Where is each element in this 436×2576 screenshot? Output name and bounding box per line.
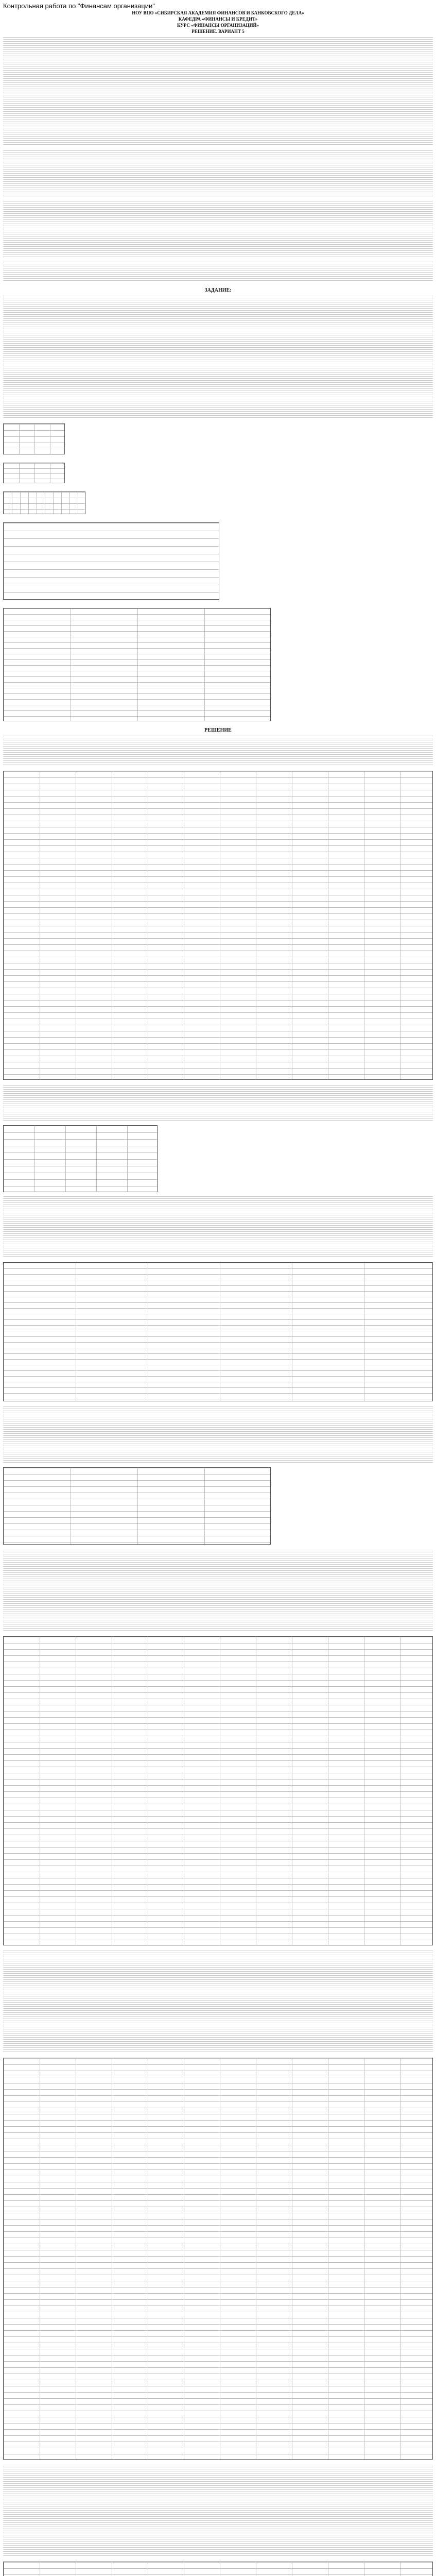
intro-text-block <box>3 201 433 258</box>
data-table <box>3 492 85 514</box>
data-table <box>3 1125 158 1192</box>
solution-heading: РЕШЕНИЕ <box>204 727 232 733</box>
data-table <box>3 463 65 483</box>
solution-text-block <box>3 1951 433 2054</box>
solution-text-block <box>3 1196 433 1258</box>
department-header: КАФЕДРА «ФИНАНСЫ И КРЕДИТ» <box>178 16 258 22</box>
institution-header: НОУ ВПО «СИБИРСКАЯ АКАДЕМИЯ ФИНАНСОВ И БАНКОВСКОГО ДЕЛА» <box>132 10 304 15</box>
data-table <box>3 1262 433 1401</box>
task-heading: ЗАДАНИЕ: <box>204 287 232 293</box>
solution-text-block <box>3 1085 433 1121</box>
solution-text-block <box>3 2465 433 2557</box>
intro-text-block <box>3 37 433 145</box>
solution-text-block <box>3 1550 433 1632</box>
task-text-block <box>3 296 433 419</box>
course-header: КУРС «ФИНАНСЫ ОРГАНИЗАЦИЙ» <box>177 23 259 28</box>
solution-text-block <box>3 736 433 767</box>
intro-text-block <box>3 262 433 282</box>
data-table <box>3 608 271 721</box>
solution-text-block <box>3 1406 433 1463</box>
data-table <box>3 2058 433 2460</box>
data-table <box>3 1467 271 1545</box>
intro-text-block <box>3 150 433 197</box>
data-table <box>3 423 65 454</box>
document-title: Контрольная работа по "Финансам организации" <box>3 2 155 10</box>
data-table <box>3 1636 433 1945</box>
data-table <box>3 2562 433 2576</box>
data-table <box>3 771 433 1080</box>
variant-header: РЕШЕНИЕ. ВАРИАНТ 5 <box>191 29 245 34</box>
data-table <box>3 522 219 600</box>
